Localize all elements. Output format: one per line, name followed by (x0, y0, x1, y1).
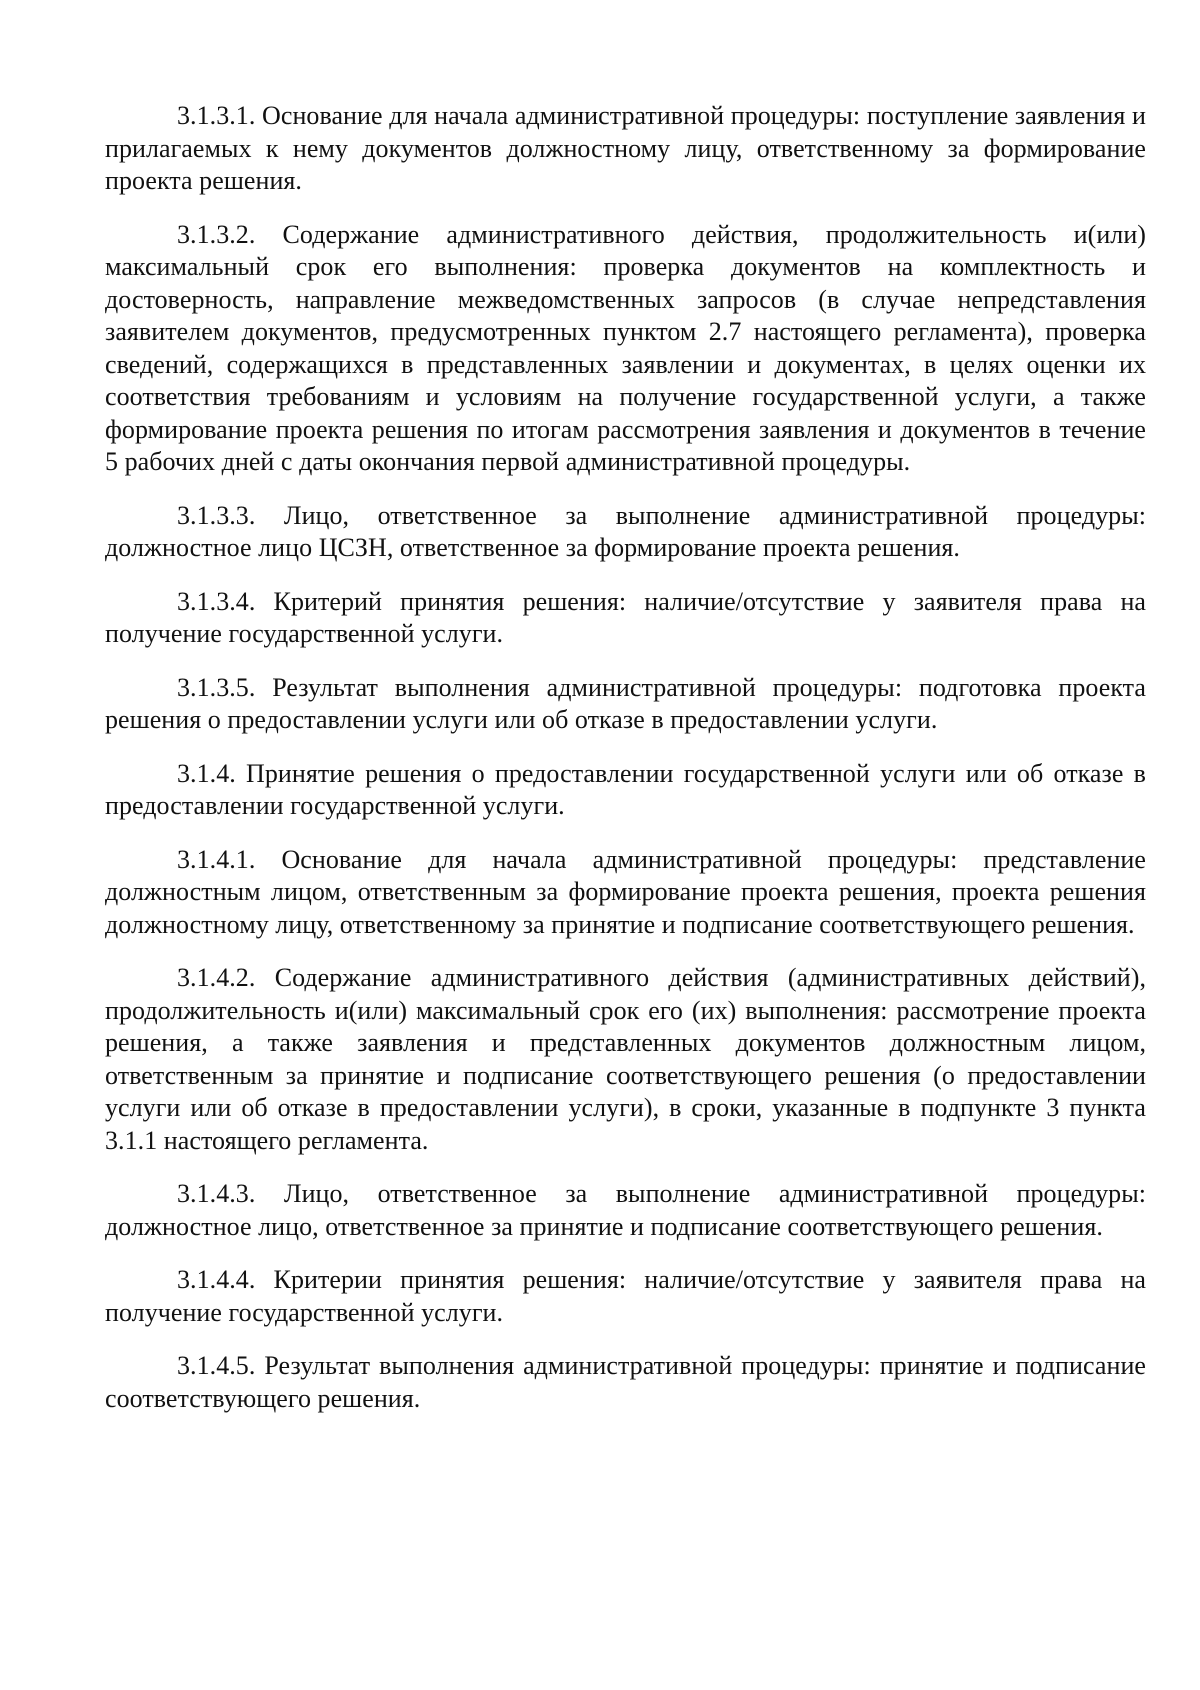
paragraph-3-1-4-1: 3.1.4.1. Основание для начала административной процедуры: представление должностным лицом, ответственным за формирование проекта решения, проекта решения должностному лицу, ответственному за принятие и подписание соответствующего решения. (105, 844, 1146, 939)
paragraph-3-1-3-4: 3.1.3.4. Критерий принятия решения: наличие/отсутствие у заявителя права на получение государственной услуги. (105, 586, 1146, 648)
paragraph-3-1-3-1: 3.1.3.1. Основание для начала административной процедуры: поступление заявления и прилагаемых к нему документов должностному лицу, ответственному за формирование проекта решения. (105, 101, 1146, 195)
paragraph-3-1-4-4: 3.1.4.4. Критерии принятия решения: наличие/отсутствие у заявителя права на получение государственной услуги. (105, 1265, 1146, 1327)
paragraph-3-1-3-5: 3.1.3.5. Результат выполнения административной процедуры: подготовка проекта решения о предоставлении услуги или об отказе в предоставлении услуги. (105, 672, 1146, 734)
paragraph-3-1-4-3: 3.1.4.3. Лицо, ответственное за выполнение административной процедуры: должностное лицо, ответственное за принятие и подписание соответствующего решения. (105, 1179, 1146, 1241)
paragraph-3-1-4: 3.1.4. Принятие решения о предоставлении государственной услуги или об отказе в предоставлении государственной услуги. (105, 758, 1146, 820)
paragraph-3-1-4-5: 3.1.4.5. Результат выполнения административной процедуры: принятие и подписание соответствующего решения. (105, 1351, 1146, 1413)
paragraph-3-1-4-2: 3.1.4.2. Содержание административного действия (административных действий), продолжительность и(или) максимальный срок его (их) выполнения: рассмотрение проекта решения, а также заявления и представленных документов должностным лицом, ответственным за принятие и подписание соответствующего решения (о предоставлении услуги или об отказе в предоставлении услуги), в сроки, указанные в подпункте 3 пункта 3.1.1 настоящего регламента. (105, 963, 1146, 1155)
paragraph-3-1-3-2: 3.1.3.2. Содержание административного действия, продолжительность и(или) максимальный срок его выполнения: проверка документов на комплектность и достоверность, направление межведомственных запросов (в случае непредставления заявителем документов, предусмотренных пунктом 2.7 настоящего регламента), проверка сведений, содержащихся в представленных заявлении и документах, в целях оценки их соответствия требованиям и условиям на получение государственной услуги, а также формирование проекта решения по итогам рассмотрения заявления и документов в течение 5 рабочих дней с даты окончания первой административной процедуры. (105, 219, 1146, 476)
paragraph-3-1-3-3: 3.1.3.3. Лицо, ответственное за выполнение административной процедуры: должностное лицо ЦСЗН, ответственное за формирование проекта решения. (105, 500, 1146, 562)
